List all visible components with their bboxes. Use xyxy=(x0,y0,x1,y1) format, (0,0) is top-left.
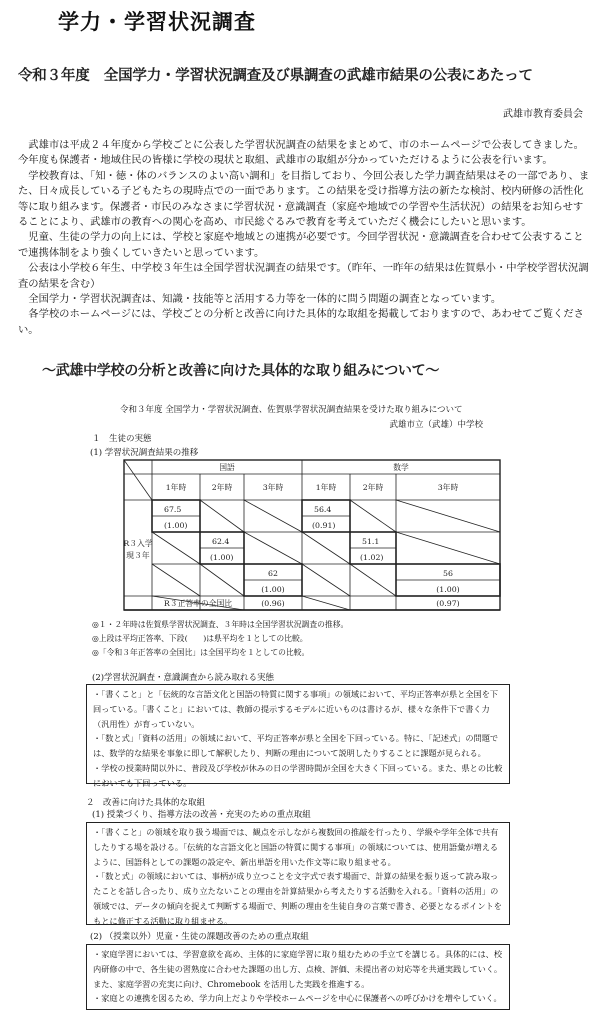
kokugo-y1-ratio: (1.00) xyxy=(164,521,188,530)
finding: ・「書くこと」と「伝統的な言語文化と国語の特質に関する事項」の領域において、平均正答率が県と全国を下回っている。「書くこと」においては、教師の提示するモデルに近いものは書けるが、様々な条件下で書く力（汎用性）が育っていない。 xyxy=(93,689,499,729)
intro-paragraph: 学校教育は、「知・徳・体のバランスのよい高い調和」を目指しており、今回公表した学力調査結果はその一部であり、また、日々成長している子どもたちの現時点での一面であります。この結果を受け指導方法の新たな検討、校内研修の活性化等に取り組みます。保護者・市民のみなさまに学習状況・意識調査（家庭や地域での学習や生活状況）の結果をお知らせすることにより、武雄市の教育への関心を高め、市民総ぐるみで教育を考えていただく機会にしたいと思います。 xyxy=(18,169,590,229)
findings-box xyxy=(86,684,510,788)
report-school: 武雄市立（武雄）中学校 xyxy=(389,420,483,430)
measure: ・「書くこと」の領域を取り扱う場面では、観点を示しながら複数回の推敲を行ったり、学級や学年全体で共有したりする場を設ける。「伝統的な言語文化と国語の特質に関する事項」の領域については、使用語彙が増えるように、国語科としての課題の設定や、新出単語を用いた作文等に取り組ませる。 xyxy=(93,827,499,867)
section-2-1-heading: (1) 授業づくり、指導方法の改善・充実のための重点取組 xyxy=(92,810,311,820)
measure: ・「数と式」の領域においては、事柄が成り立つことを文字式で表す場面で、計算の結果を振り返って読み取ったことを話し合ったり、成り立たないことの理由を計算結果から考えたりする活動を入れる。「資料の活用」の領域では、データの傾向を捉えて判断する場面で、判断の理由を生徒自身の言葉で書き、必要となるポイントをもとに修正する活動に取り組ませる。 xyxy=(93,871,502,926)
subject-kokugo: 国語 xyxy=(219,463,235,472)
sugaku-national: (0.97) xyxy=(436,599,460,608)
home-measures-box xyxy=(86,944,510,1010)
year-header: 1年時 xyxy=(315,483,337,492)
section-1-sub: (1) 学習状況調査結果の推移 xyxy=(90,448,199,458)
sugaku-y1: 56.4 xyxy=(314,505,332,514)
lesson-measures-box xyxy=(86,822,510,925)
intro-paragraph: 各学校のホームページには、学校ごとの分析と改善に向けた具体的な取組を掲載しておりますので、あわせてご覧ください。 xyxy=(18,308,584,336)
note: ◎上段は平均正答率、下段( )は県平均を１としての比較。 xyxy=(92,634,308,643)
results-table xyxy=(120,458,504,614)
article-title: 令和３年度 全国学力・学習状況調査及び県調査の武雄市結果の公表にあたって xyxy=(18,68,533,84)
author: 武雄市教育委員会 xyxy=(503,109,583,120)
sugaku-y2: 51.1 xyxy=(362,537,380,546)
note: ◎１・２年時は佐賀県学習状況調査、３年時は全国学習状況調査の推移。 xyxy=(92,620,349,629)
measure: ・家庭学習においては、学習意欲を高め、主体的に家庭学習に取り組むための手立てを講じる。具体的には、校内研修の中で、各生徒の習熟度に合わせた課題の出し方、点検、評価、未提出者の対応等を共通実践していく。また、家庭学習の充実に向け、Chromebook を活用した実践を推進する。 xyxy=(93,949,503,989)
finding: ・「数と式」「資料の活用」の領域において、平均正答率が県と全国を下回っている。特に、「記述式」の問題では、数学的な結果を事象に即して解釈したり、判断の理由について説明したりすることに課題が見られる。 xyxy=(93,733,499,759)
kokugo-y3: 62 xyxy=(268,569,278,578)
kokugo-y2: 62.4 xyxy=(212,537,230,546)
year-header: 3年時 xyxy=(437,483,459,492)
year-header: 3年時 xyxy=(262,483,284,492)
row-label: 現３年 xyxy=(126,551,150,560)
kokugo-y3-ratio: (1.00) xyxy=(261,585,285,594)
year-header: 1年時 xyxy=(165,483,187,492)
intro-paragraph: 全国学力・学習状況調査は、知識・技能等と活用する力等を一体的に問う問題の調査となっています。 xyxy=(28,293,502,306)
kokugo-national: (0.96) xyxy=(261,599,285,608)
intro-paragraph: 児童、生徒の学力の向上には、学校と家庭や地域との連携が必要です。今回学習状況・意識調査を合わせて公表することで連携体制をより強くしていきたいと思っています。 xyxy=(18,231,584,259)
sugaku-y2-ratio: (1.02) xyxy=(360,553,384,562)
kokugo-y2-ratio: (1.00) xyxy=(210,553,234,562)
kokugo-y1: 67.5 xyxy=(164,505,182,514)
intro-paragraph: 武雄市は平成２４年度から学校ごとに公表した学習状況調査の結果をまとめて、市のホームページで公表してきました。今年度も保護者・地域住民の皆様に学校の現状と取組、武雄市の取組が分かっていただけるように公表を行います。 xyxy=(18,139,584,167)
section-1-2-heading: (2)学習状況調査・意識調査から読み取れる実態 xyxy=(92,673,275,683)
report-title: 令和３年度 全国学力・学習状況調査、佐賀県学習状況調査結果を受けた取り組みについて xyxy=(120,405,463,415)
finding: ・学校の授業時間以外に、普段及び学校が休みの日の学習時間が全国を大きく下回っている。また、県との比較においても下回っている。 xyxy=(93,762,503,788)
section-2-heading: ２ 改善に向けた具体的な取組 xyxy=(86,798,206,808)
sugaku-y3: 56 xyxy=(443,569,453,578)
table-notes xyxy=(92,618,348,660)
footer-label: R３正答率の全国比 xyxy=(163,599,233,608)
subject-sugaku: 数学 xyxy=(393,463,409,472)
intro-text xyxy=(18,138,592,338)
section-2-2-heading: (2) （授業以外）児童・生徒の課題改善のための重点取組 xyxy=(90,932,309,942)
year-header: 2年時 xyxy=(211,483,233,492)
school-heading: ～武雄中学校の分析と改善に向けた具体的な取り組みについて～ xyxy=(42,363,440,379)
sugaku-y1-ratio: (0.91) xyxy=(312,521,336,530)
note: ◎「令和３年正答率の全国比」は全国平均を１としての比較。 xyxy=(92,648,310,657)
row-label: R３入学 xyxy=(123,539,153,548)
measure: ・家庭との連携を図るため、学力向上だよりや学校ホームページを中心に保護者への呼びかけを増やしていく。 xyxy=(93,993,502,1004)
sugaku-y3-ratio: (1.00) xyxy=(436,585,460,594)
intro-paragraph: 公表は小学校６年生、中学校３年生は全国学習状況調査の結果です。（昨年、一昨年の結果は佐賀県小・中学校学習状況調査の結果を含む） xyxy=(18,262,589,290)
page-title: 学力・学習状況調査 xyxy=(58,10,256,34)
year-header: 2年時 xyxy=(362,483,384,492)
section-1-heading: １ 生徒の実態 xyxy=(92,434,152,444)
